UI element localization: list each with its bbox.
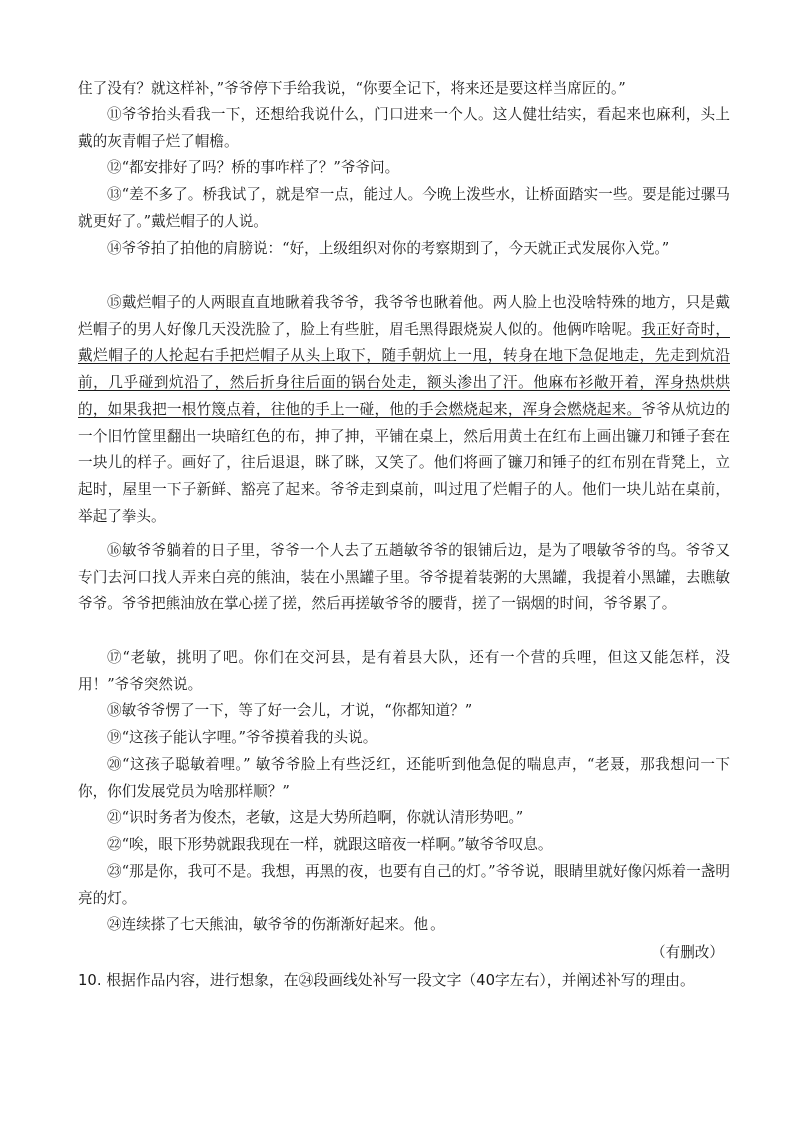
paragraph-text: ㉔连续搽了七天熊油，敏爷爷的伤渐渐好起来。他	[107, 916, 429, 933]
paragraph-20	[78, 752, 730, 805]
paragraph-text: 住了没有？就这样补，”爷爷停下手给我说，“你要全记下，将来还是要这样当席匠的。”	[78, 80, 626, 97]
paragraph-15	[78, 290, 730, 530]
paragraph-text: ⑰“老敏，挑明了吧。你们在交河县，是有着县大队，还有一个营的兵哩，但这又能怎样，没用！”爷爷突然说。	[78, 649, 730, 693]
paragraph-13	[78, 182, 730, 235]
paragraph-17	[78, 645, 730, 698]
paragraph-text: ㉒“唉，眼下形势就跟我现在一样，就跟这暗夜一样啊。”敏爷爷叹息。	[107, 836, 553, 853]
paragraph-text: 。	[430, 916, 445, 933]
paragraph-19	[78, 725, 730, 752]
paragraph-text: 爷爷从炕边的一个旧竹筐里翻出一块暗红色的布，抻了抻，平铺在桌上，然后用黄土在红布上画出镰刀和锤子套在一块儿的样子。画好了，往后退退，眯了眯，又笑了。他们将画了镰刀和锤子的红布别在背凳上，立起时，屋里一下子新鲜、豁亮了起来。爷爷走到桌前，叫过甩了烂帽子的人。他们一块儿站在桌前，举起了拳头。	[78, 400, 730, 525]
paragraph-23	[78, 859, 730, 912]
paragraph-text: ⑭爷爷拍了拍他的肩膀说：“好，上级组织对你的考察期到了，今天就正式发展你入党。”	[107, 240, 670, 257]
question-10: 10. 根据作品内容，进行想象，在㉔段画线处补写一段文字（40字左右），并阐述补写的理由。	[78, 972, 695, 989]
paragraph-text: ⑮戴烂帽子的人两眼直直地瞅着我爷爷，我爷爷也瞅着他。两人脸上也没啥特殊的地方，只是戴烂帽子的男人好像几天没洗脸了，脸上有些脏，眉毛黑得跟烧炭人似的。他俩咋啥呢。	[78, 294, 730, 338]
paragraph-14	[78, 236, 730, 263]
paragraph-22	[78, 832, 730, 859]
paragraph-10-end	[78, 76, 730, 103]
paragraph-text: ⑪爷爷抬头看我一下，还想给我说什么，门口进来一个人。这人健壮结实，看起来也麻利，头上戴的灰青帽子烂了帽檐。	[78, 106, 730, 150]
underlined-passage: 我正好奇时，戴烂帽子的人抡起右手把烂帽子从头上取下，随手朝炕上一甩，转身在地下急促地走，先走到炕沿前，几乎碰到炕沿了，然后折身往后面的锅台处走，额头渗出了汗。他麻布衫敞开着，浑身热烘烘的，如果我把一根竹篾点着，往他的手上一碰，他的手会燃烧起来，浑身会燃烧起来。	[78, 320, 730, 418]
source-note: （有删改）	[651, 944, 724, 961]
paragraph-24	[78, 912, 730, 939]
paragraph-16	[78, 538, 730, 618]
paragraph-text: ㉑“识时务者为俊杰，老敏，这是大势所趋啊，你就认清形势吧。”	[107, 809, 524, 826]
paragraph-18	[78, 698, 730, 725]
paragraph-text: ㉓“那是你，我可不是。我想，再黑的夜，也要有自己的灯。”爷爷说，眼睛里就好像闪烁着一盏明亮的灯。	[78, 863, 730, 907]
paragraph-text: ⑳“这孩子聪敏着哩。” 敏爷爷脸上有些泛红，还能听到他急促的喘息声，“老聂，那我想问一下你，你们发展党员为啥那样顺？”	[78, 756, 730, 800]
paragraph-text: ⑬“差不多了。桥我试了，就是窄一点，能过人。今晚上泼些水，让桥面踏实一些。要是能过骡马就更好了。”戴烂帽子的人说。	[78, 186, 730, 230]
paragraph-text: ⑲“这孩子能认字哩。”爷爷摸着我的头说。	[107, 729, 378, 746]
paragraph-text: ⑯敏爷爷躺着的日子里，爷爷一个人去了五趟敏爷爷的银铺后边，是为了喂敏爷爷的鸟。爷爷又专门去河口找人弄来白亮的熊油，装在小黑罐子里。爷爷提着装粥的大黑罐，我提着小黑罐，去瞧敏爷爷。爷爷把熊油放在掌心搓了搓，然后再搓敏爷爷的腰背，搓了一锅烟的时间，爷爷累了。	[78, 542, 730, 613]
paragraph-21	[78, 805, 730, 832]
paragraph-text: ⑱敏爷爷愣了一下，等了好一会儿，才说，“你都知道？”	[107, 702, 473, 719]
paragraph-text: ⑫“都安排好了吗？桥的事咋样了？”爷爷问。	[107, 159, 400, 176]
paragraph-11	[78, 102, 730, 155]
paragraph-12	[78, 155, 730, 182]
